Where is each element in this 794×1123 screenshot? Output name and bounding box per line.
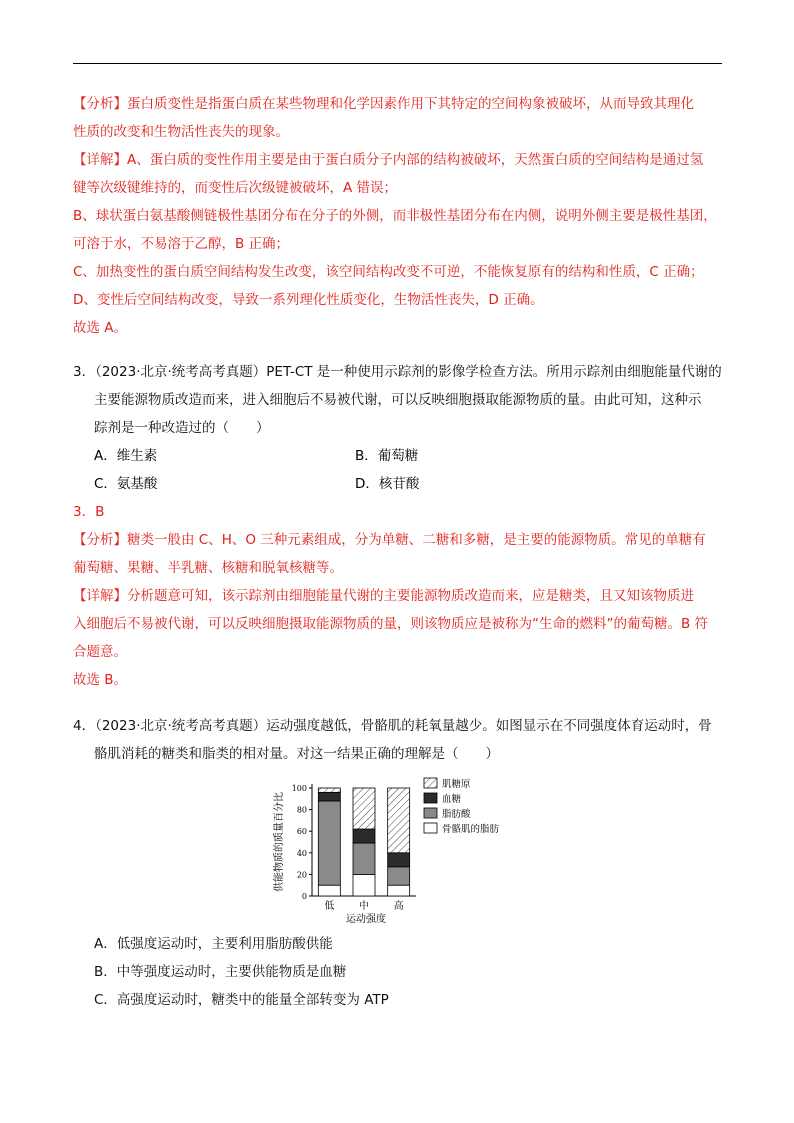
bar-segment bbox=[353, 874, 375, 896]
q3-options-row-2 bbox=[73, 470, 723, 498]
q3-xiangjie bbox=[73, 582, 723, 666]
x-axis-label: 运动强度 bbox=[346, 914, 386, 925]
explanation-d: D、变性后空间结构改变，导致一系列理化性质变化，生物活性丧失，D 正确。 bbox=[73, 292, 544, 308]
y-tick-label: 0 bbox=[301, 892, 307, 901]
explanation-b-line2: 可溶于水，不易溶于乙醇，B 正确； bbox=[73, 236, 290, 252]
y-tick-label: 100 bbox=[291, 784, 307, 793]
fenxi-text-cont: 性质的改变和生物活性丧失的现象。 bbox=[73, 124, 289, 140]
y-tick-label: 60 bbox=[296, 827, 307, 837]
q4-option-a[interactable]: A．低强度运动时，主要利用脂肪酸供能 bbox=[94, 936, 333, 952]
q4-line2: 骼肌消耗的糖类和脂类的相对量。对这一结果正确的理解是（ ） bbox=[94, 746, 499, 762]
chart-bars bbox=[318, 788, 409, 896]
q3-option-a[interactable]: A．维生素 bbox=[94, 448, 158, 464]
explanation-b-line1: B、球状蛋白氨基酸侧链极性基团分布在分子的外侧，而非极性基团分布在内侧，说明外侧主要是极性基团， bbox=[73, 208, 717, 224]
legend-swatch bbox=[424, 808, 437, 818]
q3-fenxi-text: 糖类一般由 C、H、O 三种元素组成，分为单糖、二糖和多糖，是主要的能源物质。常见的单糖有 bbox=[127, 532, 706, 548]
xiangjie-tag: 【详解】 bbox=[73, 152, 127, 168]
xiangjie-text: A、蛋白质的变性作用主要是由于蛋白质分子内部的结构被破坏，天然蛋白质的空间结构是通过氢 bbox=[127, 152, 704, 168]
bar-segment bbox=[318, 792, 340, 801]
q3-option-d[interactable]: D．核苷酸 bbox=[355, 476, 420, 492]
y-axis-label: 供能物质的质量百分比 bbox=[274, 792, 285, 892]
legend-label: 肌糖原 bbox=[442, 779, 471, 790]
q3-option-c[interactable]: C．氨基酸 bbox=[94, 476, 158, 492]
q3-xiangjie-text: 分析题意可知，该示踪剂由细胞能量代谢的主要能源物质改造而来，应是糖类，且又知该物质进 bbox=[127, 588, 694, 604]
fenxi-tag: 【分析】 bbox=[73, 96, 127, 112]
bar-segment bbox=[388, 885, 410, 896]
energy-source-chart bbox=[268, 756, 528, 928]
q3-xiangjie-tag: 【详解】 bbox=[73, 588, 127, 604]
legend-label: 骨骼肌的脂肪 bbox=[442, 824, 500, 835]
explanation-b bbox=[73, 202, 723, 258]
fenxi-text: 蛋白质变性是指蛋白质在某些物理和化学因素作用下其特定的空间构象被破坏，从而导致其理化 bbox=[127, 96, 694, 112]
x-tick-label: 中 bbox=[359, 901, 369, 912]
legend-label: 脂肪酸 bbox=[442, 809, 471, 820]
header-rule bbox=[73, 63, 722, 64]
y-tick-label: 20 bbox=[296, 870, 307, 880]
fenxi-paragraph bbox=[73, 90, 723, 146]
question-3-stem bbox=[73, 358, 723, 442]
legend-swatch bbox=[424, 793, 437, 803]
q4-option-c[interactable]: C．高强度运动时，糖类中的能量全部转变为 ATP bbox=[94, 992, 389, 1008]
bar-segment bbox=[388, 788, 410, 853]
bar-segment bbox=[353, 788, 375, 829]
conclusion-q3: 故选 B。 bbox=[73, 672, 128, 688]
bar-segment bbox=[388, 867, 410, 885]
bar-segment bbox=[388, 853, 410, 867]
q3-fenxi bbox=[73, 526, 723, 582]
stacked-bar-chart bbox=[268, 756, 528, 928]
legend-swatch bbox=[424, 823, 437, 833]
q3-line1: 3．（2023·北京·统考高考真题）PET-CT 是一种使用示踪剂的影像学检查方法。所用示踪剂由细胞能量代谢的 bbox=[73, 364, 722, 380]
bar-segment bbox=[318, 885, 340, 896]
q3-xiangjie-text-cont: 入细胞后不易被代谢，可以反映细胞摄取能源物质的量，则该物质应是被称为“生命的燃料”的葡萄糖。B 符 bbox=[73, 616, 709, 632]
x-tick-label: 低 bbox=[324, 901, 335, 912]
q3-answer: 3．B bbox=[73, 504, 105, 520]
xiangjie-text-cont: 键等次级键维持的，而变性后次级键被破坏，A 错误； bbox=[73, 180, 398, 196]
legend-swatch bbox=[424, 778, 437, 788]
y-tick-label: 40 bbox=[296, 848, 307, 858]
bar-segment bbox=[353, 829, 375, 843]
legend-label: 血糖 bbox=[442, 794, 462, 805]
analysis-q2 bbox=[73, 90, 723, 342]
q3-option-b[interactable]: B．葡萄糖 bbox=[355, 448, 419, 464]
bar-segment bbox=[353, 843, 375, 874]
q3-fenxi-tag: 【分析】 bbox=[73, 532, 127, 548]
conclusion-q2: 故选 A。 bbox=[73, 320, 128, 336]
q4-option-b[interactable]: B．中等强度运动时，主要供能物质是血糖 bbox=[94, 964, 347, 980]
q3-line3: 踪剂是一种改造过的（ ） bbox=[94, 420, 270, 436]
q3-options-row-1 bbox=[73, 442, 723, 470]
bar-segment bbox=[318, 801, 340, 885]
q4-line1: 4．（2023·北京·统考高考真题）运动强度越低，骨骼肌的耗氧量越少。如图显示在不同强度体育运动时，骨 bbox=[73, 718, 712, 734]
question-3 bbox=[73, 358, 723, 694]
q3-fenxi-text-cont: 葡萄糖、果糖、半乳糖、核糖和脱氧核糖等。 bbox=[73, 560, 343, 576]
chart-legend bbox=[424, 778, 500, 835]
question-4-options bbox=[73, 930, 723, 1014]
q3-xiangjie-text-end: 合题意。 bbox=[73, 644, 127, 660]
xiangjie-paragraph bbox=[73, 146, 723, 202]
bar-segment bbox=[318, 788, 340, 792]
explanation-c: C、加热变性的蛋白质空间结构发生改变，该空间结构改变不可逆，不能恢复原有的结构和性质，C 正确； bbox=[73, 264, 704, 280]
y-tick-label: 80 bbox=[296, 805, 307, 815]
q3-line2: 主要能源物质改造而来，进入细胞后不易被代谢，可以反映细胞摄取能源物质的量。由此可知，这种示 bbox=[94, 392, 702, 408]
x-tick-label: 高 bbox=[393, 901, 404, 912]
